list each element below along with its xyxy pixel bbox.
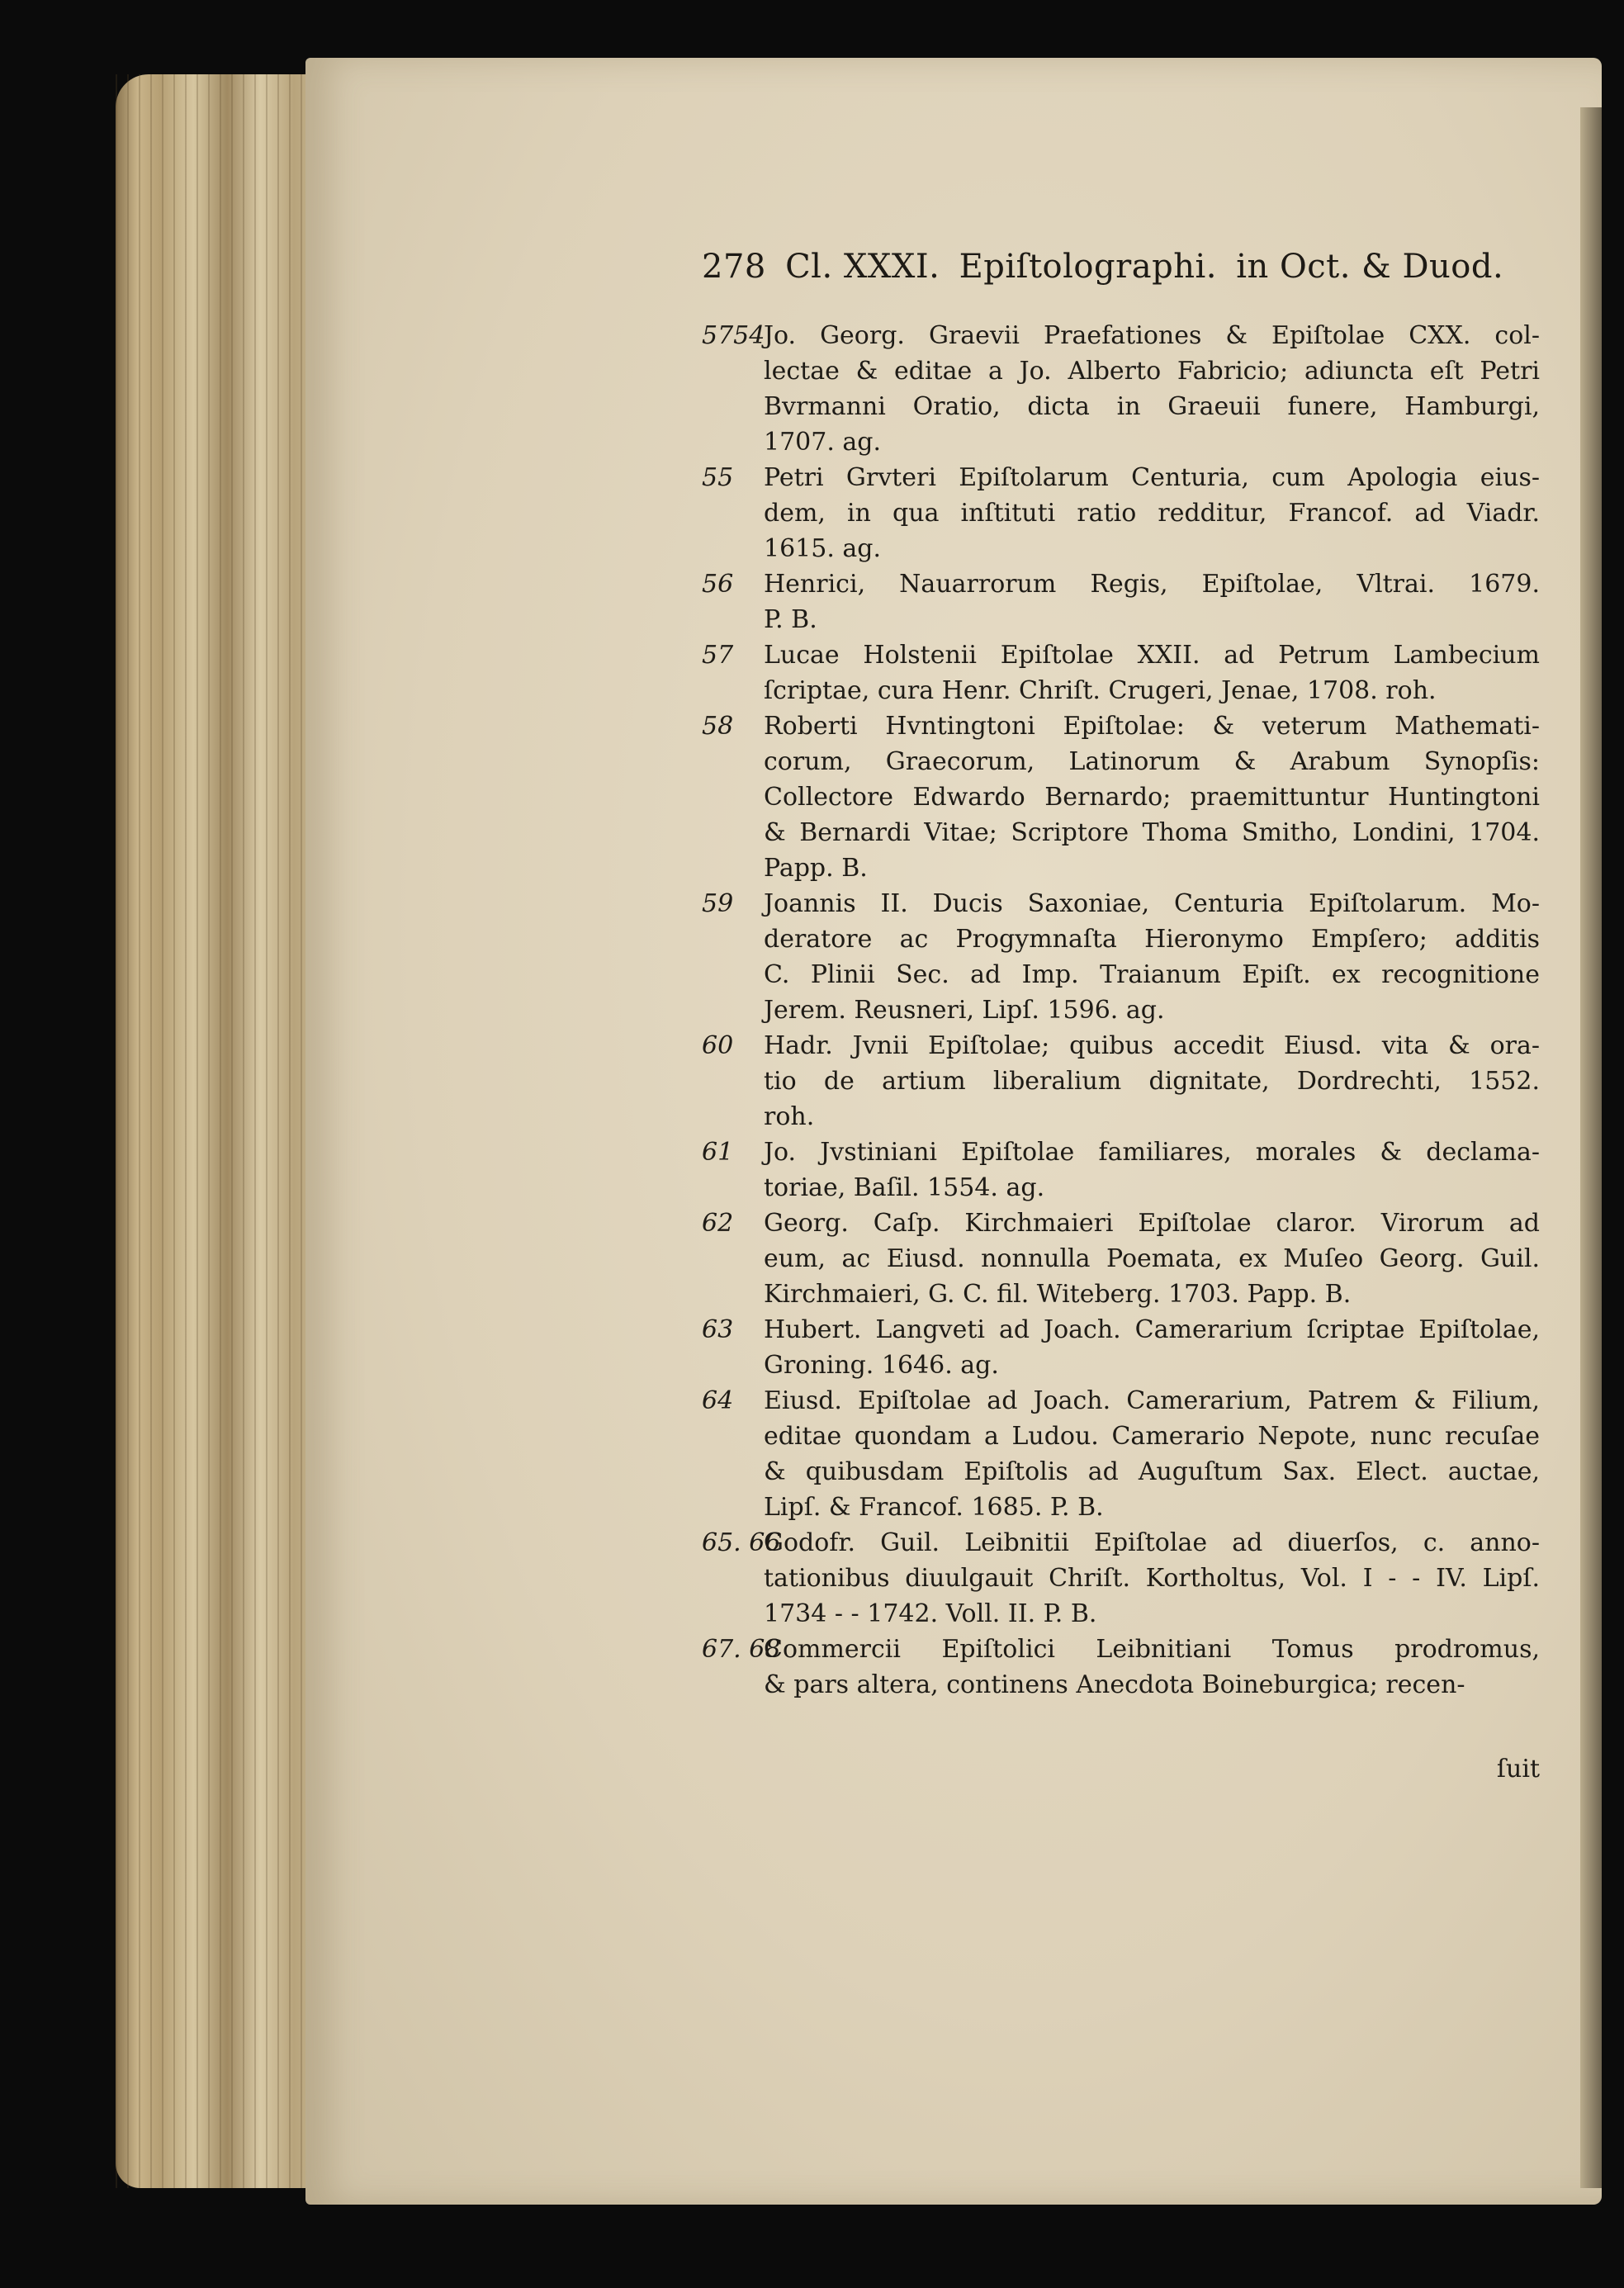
catalog-entry — [702, 1206, 1540, 1312]
entry-line: dem, in qua inſtituti ratio redditur, Francof. ad Viadr. — [764, 499, 1540, 528]
entry-line: Godofr. Guil. Leibnitii Epiſtolae ad diuerſos, c. anno- — [764, 1528, 1540, 1557]
entry-line: Lucae Holstenii Epiſtolae XXII. ad Petrum Lambecium — [764, 641, 1540, 670]
entry-line: Lipſ. & Francof. 1685. P. B. — [764, 1493, 1104, 1522]
entry-line: eum, ac Eiusd. nonnulla Poemata, ex Muſeo Georg. Guil. — [764, 1244, 1540, 1273]
entry-line: tio de artium liberalium dignitate, Dordrechti, 1552. — [764, 1067, 1540, 1096]
entry-number: 58 — [702, 712, 734, 741]
entry-line: Jerem. Reusneri, Lipſ. 1596. ag. — [764, 996, 1165, 1025]
entry-number: 61 — [702, 1138, 734, 1167]
entry-line: 1734 - - 1742. Voll. II. P. B. — [764, 1599, 1097, 1628]
entry-line: Hadr. Jvnii Epiſtolae; quibus accedit Eiusd. vita & ora- — [764, 1031, 1540, 1060]
entry-line: tationibus diuulgauit Chriſt. Kortholtus, Vol. I - - IV. Lipſ. — [764, 1564, 1540, 1593]
entry-line: Jo. Georg. Graevii Praefationes & Epiſtolae CXX. col- — [764, 321, 1540, 350]
entry-line: Henrici, Nauarrorum Regis, Epiſtolae, Vltrai. 1679. — [764, 570, 1540, 599]
format-label: in Oct. & Duod. — [1236, 248, 1504, 286]
catalog-entry — [702, 460, 1540, 566]
catalog-entry — [702, 1632, 1540, 1703]
entry-line: 1615. ag. — [764, 534, 882, 563]
catalog-entry — [702, 1383, 1540, 1525]
entry-line: & pars altera, continens Anecdota Boineburgica; recen- — [764, 1670, 1465, 1699]
gutter-shadow — [1580, 107, 1602, 2188]
entry-line: Petri Grvteri Epiſtolarum Centuria, cum Apologia eius- — [764, 463, 1540, 492]
catalog-entry — [702, 886, 1540, 1028]
entry-line: toriae, Baſil. 1554. ag. — [764, 1173, 1045, 1202]
header-title: Epiſtolographi. — [959, 248, 1217, 286]
entry-line: Joannis II. Ducis Saxoniae, Centuria Epiſtolarum. Mo- — [764, 889, 1540, 918]
catalog-entry — [702, 318, 1540, 460]
catchword: ſuit — [1496, 1755, 1540, 1784]
class-label: Cl. XXXI. — [785, 248, 940, 286]
entry-line: ſcriptae, cura Henr. Chriſt. Crugeri, Jenae, 1708. roh. — [764, 676, 1437, 705]
entry-line: Georg. Caſp. Kirchmaieri Epiſtolae claror. Virorum ad — [764, 1209, 1540, 1238]
catalog-entry — [702, 1312, 1540, 1383]
entry-line: corum, Graecorum, Latinorum & Arabum Synopſis: — [764, 747, 1540, 776]
entry-number: 67. 68 — [702, 1635, 781, 1664]
entry-line: Commercii Epiſtolici Leibnitiani Tomus prodromus, — [764, 1635, 1540, 1664]
catalog-entries — [702, 318, 1540, 1703]
entry-line: Roberti Hvntingtoni Epiſtolae: & veterum Mathemati- — [764, 712, 1540, 741]
entry-line: C. Plinii Sec. ad Imp. Traianum Epiſt. ex recognitione — [764, 960, 1540, 989]
catchword-container — [702, 1755, 1540, 1784]
catalog-entry — [702, 566, 1540, 637]
entry-line: Hubert. Langveti ad Joach. Camerarium ſcriptae Epiſtolae, — [764, 1315, 1540, 1344]
running-header — [702, 248, 1504, 286]
entry-line: P. B. — [764, 605, 817, 634]
entry-line: editae quondam a Ludou. Camerario Nepote, nunc recuſae — [764, 1422, 1540, 1451]
entry-number: 64 — [702, 1386, 734, 1415]
entry-number: 62 — [702, 1209, 734, 1238]
catalog-entry — [702, 1525, 1540, 1632]
entry-number: 57 — [702, 641, 734, 670]
entry-number: 59 — [702, 889, 734, 918]
entry-line: Bvrmanni Oratio, dicta in Graeuii funere, Hamburgi, — [764, 392, 1540, 421]
entry-line: Kirchmaieri, G. C. fil. Witeberg. 1703. Papp. B. — [764, 1280, 1352, 1309]
page-number: 278 — [702, 248, 766, 286]
entry-number: 5754 — [702, 321, 765, 350]
entry-line: & quibusdam Epiſtolis ad Auguſtum Sax. Elect. auctae, — [764, 1457, 1540, 1486]
entry-number: 60 — [702, 1031, 734, 1060]
entry-line: Jo. Jvstiniani Epiſtolae familiares, morales & declama- — [764, 1138, 1540, 1167]
entry-number: 63 — [702, 1315, 734, 1344]
catalog-entry — [702, 1028, 1540, 1135]
entry-line: deratore ac Progymnaſta Hieronymo Empſero; additis — [764, 925, 1540, 954]
entry-line: Collectore Edwardo Bernardo; praemittuntur Huntingtoni — [764, 783, 1540, 812]
entry-number: 65. 66 — [702, 1528, 781, 1557]
entry-line: 1707. ag. — [764, 428, 882, 457]
entry-line: Groning. 1646. ag. — [764, 1351, 999, 1380]
entry-line: roh. — [764, 1102, 815, 1131]
entry-line: lectae & editae a Jo. Alberto Fabricio; adiuncta eſt Petri — [764, 357, 1540, 386]
catalog-entry — [702, 1135, 1540, 1206]
catalog-entry — [702, 708, 1540, 886]
entry-line: Eiusd. Epiſtolae ad Joach. Camerarium, Patrem & Filium, — [764, 1386, 1540, 1415]
entry-number: 55 — [702, 463, 734, 492]
entry-number: 56 — [702, 570, 734, 599]
catalog-entry — [702, 637, 1540, 708]
entry-line: Papp. B. — [764, 854, 868, 883]
entry-line: & Bernardi Vitae; Scriptore Thoma Smitho, Londini, 1704. — [764, 818, 1540, 847]
